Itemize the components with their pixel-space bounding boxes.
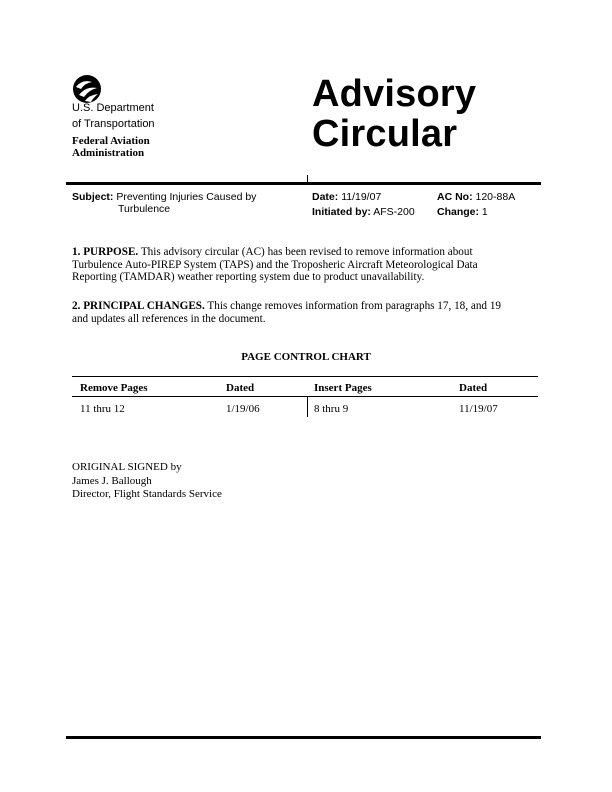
initiated-label: Initiated by: <box>312 206 371 218</box>
title-line1: Advisory <box>312 73 477 115</box>
chart-row-insert-pages: 8 thru 9 <box>314 403 349 415</box>
title-line2: Circular <box>312 113 458 155</box>
chart-row-remove-pages: 11 thru 12 <box>80 403 125 415</box>
department-line2: of Transportation <box>72 117 155 130</box>
agency-line2: Administration <box>72 146 145 159</box>
chart-header-dated-removed: Dated <box>226 382 255 394</box>
chart-header-remove-pages: Remove Pages <box>80 382 148 394</box>
purpose-heading: 1. PURPOSE. <box>72 246 139 258</box>
subject-line2: Turbulence <box>118 203 171 215</box>
purpose-line3: Reporting (TAMDAR) weather reporting system due to product unavailability. <box>72 271 425 284</box>
initiated-block <box>312 206 415 218</box>
change-label: Change: <box>437 206 479 218</box>
chart-header-dated-inserted: Dated <box>459 382 488 394</box>
signature-name: James J. Ballough <box>72 474 152 487</box>
purpose-line2: Turbulence Auto-PIREP System (TAPS) and the Troposheric Aircraft Meteorological Data <box>72 258 478 271</box>
agency-line1: Federal Aviation <box>72 135 150 147</box>
change-block <box>437 206 488 218</box>
subject-label: Subject: <box>72 191 114 203</box>
ac-number-block <box>437 191 515 203</box>
change-value: 1 <box>481 206 488 218</box>
header-rule <box>66 182 541 185</box>
chart-header-insert-pages: Insert Pages <box>314 382 372 394</box>
date-block <box>312 191 381 203</box>
chart-row-dated-inserted: 11/19/07 <box>459 403 498 415</box>
footer-rule <box>66 736 541 739</box>
chart-row-dated-removed: 1/19/06 <box>226 403 260 415</box>
chart-header-rule <box>72 396 538 397</box>
document-title <box>312 74 476 154</box>
signature-title: Director, Flight Standards Service <box>72 488 222 500</box>
date-value: 11/19/07 <box>341 191 382 203</box>
principal-changes-heading: 2. PRINCIPAL CHANGES. <box>72 300 205 312</box>
ac-no-value: 120-88A <box>475 191 516 203</box>
department-line1: U.S. Department <box>72 102 154 114</box>
principal-changes-line1: This change removes information from paragraphs 17, 18, and 19 <box>207 300 502 312</box>
purpose-line1: This advisory circular (AC) has been revised to remove information about <box>140 246 473 258</box>
signature-block <box>72 461 222 502</box>
subject-block <box>72 191 256 203</box>
signature-line1: ORIGINAL SIGNED by <box>72 461 182 473</box>
agency-name <box>72 136 150 159</box>
purpose-paragraph <box>72 246 542 284</box>
chart-column-divider <box>307 396 308 417</box>
initiated-value: AFS-200 <box>373 206 415 218</box>
page-control-chart-title: PAGE CONTROL CHART <box>241 351 371 363</box>
subject-line1: Preventing Injuries Caused by <box>116 191 257 203</box>
chart-top-rule <box>72 376 538 377</box>
principal-changes-line2: and updates all references in the document. <box>72 312 266 325</box>
department-name <box>72 101 155 132</box>
dot-logo-icon <box>72 74 102 104</box>
date-label: Date: <box>312 191 339 203</box>
principal-changes-paragraph <box>72 300 542 325</box>
ac-no-label: AC No: <box>437 191 473 203</box>
